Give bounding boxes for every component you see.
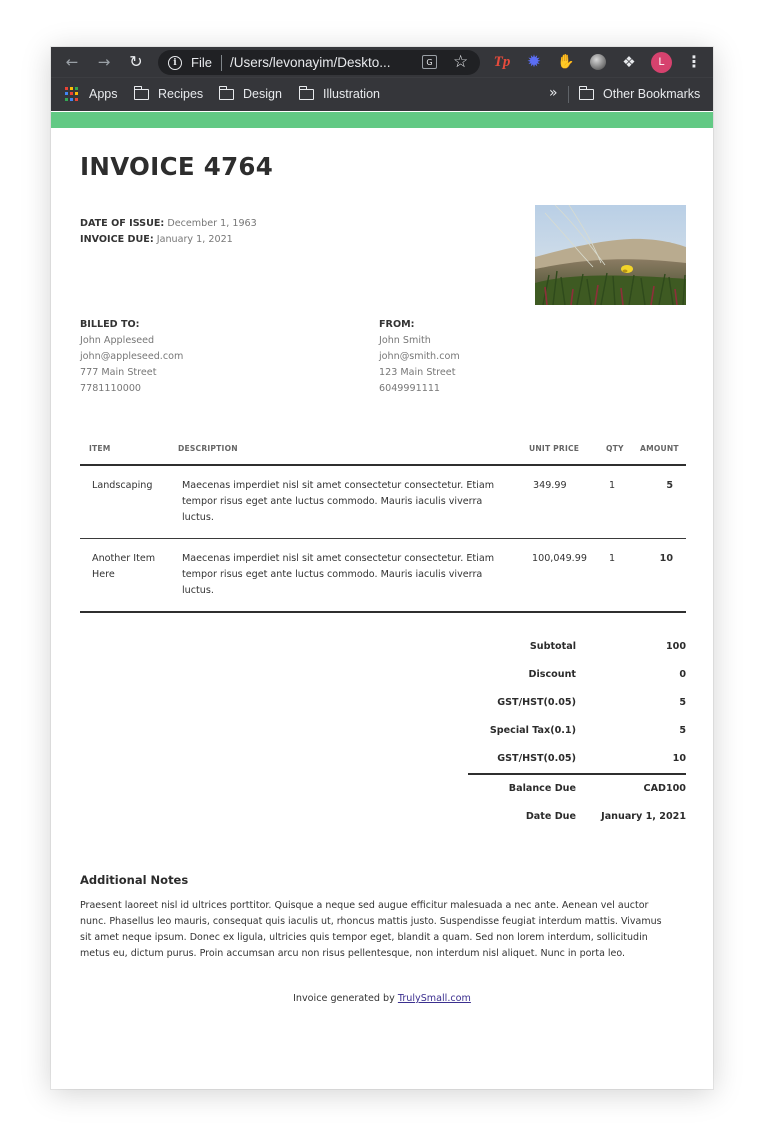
row-item [92, 478, 152, 494]
column-header-qty: QTY [606, 444, 624, 453]
date-due-label: Date Due [525, 811, 576, 822]
hand-extension-icon[interactable]: ✋ [557, 54, 575, 70]
from-address: 123 Main Street [379, 367, 456, 378]
row-description-line: luctus. [182, 512, 214, 523]
reload-icon[interactable]: ↻ [129, 52, 143, 71]
tp-extension-icon[interactable]: Tp [493, 53, 511, 70]
bookmarks-bar [51, 77, 713, 111]
row-description-line: Maecenas imperdiet nisl sit amet consectetur consectetur. Etiam [182, 553, 495, 564]
table-row-divider [80, 538, 686, 539]
gst-hst-2-value: 10 [672, 753, 686, 764]
column-header-description: DESCRIPTION [178, 444, 238, 453]
row-description [182, 478, 522, 526]
row-qty: 1 [609, 553, 616, 564]
forward-arrow-icon[interactable]: → [97, 52, 111, 71]
discount-value: 0 [679, 669, 686, 680]
more-bookmarks-chevron-icon[interactable]: » [549, 85, 558, 101]
invoice-footer [51, 993, 713, 1004]
row-item-line: Landscaping [92, 480, 153, 491]
date-of-issue-label: DATE OF ISSUE: [80, 218, 165, 229]
billed-to-phone: 7781110000 [80, 383, 142, 394]
bookmark-label: Other Bookmarks [603, 87, 701, 101]
invoice-photo [535, 205, 686, 305]
info-icon[interactable]: i [168, 56, 182, 70]
invoice-title: INVOICE 4764 [80, 152, 274, 181]
address-bar[interactable] [158, 50, 480, 75]
bookmark-apps[interactable] [65, 87, 118, 101]
footer-text: Invoice generated by [293, 993, 398, 1004]
balance-due-label: Balance Due [508, 783, 576, 794]
row-unit-price: 100,049.99 [532, 553, 587, 564]
gst-hst-2-label: GST/HST(0.05) [497, 753, 576, 764]
bookmark-recipes[interactable] [134, 87, 203, 101]
billed-to-name: John Appleseed [80, 335, 155, 346]
table-bottom-rule [80, 611, 686, 613]
gst-hst-value: 5 [679, 697, 686, 708]
from-phone: 6049991111 [379, 383, 441, 394]
back-arrow-icon[interactable]: ← [65, 52, 79, 71]
row-description-line: tempor risus eget ante luctus commodo. Mauris iaculis viverra [182, 496, 483, 507]
folder-icon [579, 89, 594, 100]
folder-icon [219, 89, 234, 100]
notes-line: nunc. Phasellus leo mauris, consequat quis iaculis ut, rhoncus mattis justo. Suspendisse feugiat interdum mattis. Vivamus [80, 916, 662, 927]
additional-notes-text [80, 898, 692, 962]
subtotal-value: 100 [665, 641, 686, 652]
discount-label: Discount [528, 669, 576, 680]
puzzle-extensions-icon[interactable]: ❖ [622, 52, 636, 71]
translate-icon[interactable]: G [422, 55, 437, 69]
url-text[interactable]: /Users/levonayim/Deskto... [229, 55, 391, 70]
profile-avatar[interactable]: L [651, 52, 672, 73]
balance-due-value: CAD100 [643, 783, 686, 794]
invoice-dates [80, 216, 257, 248]
from-email: john@smith.com [379, 351, 460, 362]
subtotal-label: Subtotal [529, 641, 576, 652]
row-description-line: luctus. [182, 585, 214, 596]
row-amount: 10 [659, 553, 673, 564]
folder-icon [299, 89, 314, 100]
row-unit-price: 349.99 [533, 480, 567, 491]
bookmark-label: Design [243, 87, 282, 101]
bookmark-label: Illustration [323, 87, 380, 101]
browser-window [51, 47, 713, 1089]
gst-hst-label: GST/HST(0.05) [497, 697, 576, 708]
burst-extension-icon[interactable]: ✹ [526, 51, 542, 72]
billed-to-address: 777 Main Street [80, 367, 157, 378]
totals-rule [468, 773, 686, 775]
apps-grid-icon [65, 87, 79, 101]
bookmark-other-bookmarks[interactable] [579, 87, 700, 101]
row-description [182, 551, 522, 599]
date-due-value: January 1, 2021 [601, 811, 686, 822]
invoice-due-label: INVOICE DUE: [80, 234, 154, 245]
column-header-unit-price: UNIT PRICE [529, 444, 580, 453]
browser-toolbar [51, 47, 713, 77]
invoice-due-value: January 1, 2021 [156, 234, 233, 245]
row-item-line: Here [92, 569, 115, 580]
row-description-line: Maecenas imperdiet nisl sit amet consectetur consectetur. Etiam [182, 480, 495, 491]
invoice-page [51, 128, 713, 1089]
landscape-photo-image [535, 205, 686, 305]
disc-extension-icon[interactable] [589, 53, 607, 71]
kebab-menu-icon[interactable]: ⋮ [686, 52, 702, 71]
url-scheme-label: File [191, 55, 212, 70]
trulysmall-link[interactable]: TrulySmall.com [397, 993, 471, 1004]
row-item-line: Another Item [92, 553, 156, 564]
notes-line: sit amet neque ipsum. Donec ex ligula, ultricies quis tempor eget, blandit a quam. Sed non lorem interdum, sollicitudin [80, 932, 648, 943]
column-header-item: ITEM [89, 444, 111, 453]
bookmark-label: Recipes [158, 87, 204, 101]
bookmark-design[interactable] [219, 87, 282, 101]
notes-line: metus eu, dictum purus. Proin accumsan arcu non risus pellentesque, non interdum nisl aliquet. Nunc in porta leo. [80, 948, 626, 959]
row-qty: 1 [609, 480, 616, 491]
folder-icon [134, 89, 149, 100]
row-item [92, 551, 155, 583]
from-heading: FROM: [379, 319, 415, 330]
row-amount: 5 [666, 480, 673, 491]
special-tax-value: 5 [679, 725, 686, 736]
additional-notes-heading: Additional Notes [80, 873, 189, 887]
bookmark-star-icon[interactable]: ☆ [453, 52, 469, 72]
special-tax-label: Special Tax(0.1) [489, 725, 576, 736]
date-of-issue-value: December 1, 1963 [167, 218, 257, 229]
bookmark-illustration[interactable] [299, 87, 380, 101]
notes-line: Praesent laoreet nisl id ultrices porttitor. Quisque a neque sed augue efficitur malesuada a nec ante. Aenean vel auctor [80, 900, 649, 911]
billed-to-heading: BILLED TO: [80, 319, 140, 330]
from-block [379, 317, 460, 397]
column-header-amount: AMOUNT [640, 444, 679, 453]
table-header-rule [80, 464, 686, 466]
url-divider [221, 55, 222, 71]
row-description-line: tempor risus eget ante luctus commodo. Mauris iaculis viverra [182, 569, 483, 580]
bookmarks-divider [568, 86, 569, 103]
billed-to-email: john@appleseed.com [80, 351, 184, 362]
bookmark-label: Apps [89, 87, 118, 101]
accent-bar [51, 112, 713, 128]
billed-to-block [80, 317, 183, 397]
from-name: John Smith [379, 335, 431, 346]
